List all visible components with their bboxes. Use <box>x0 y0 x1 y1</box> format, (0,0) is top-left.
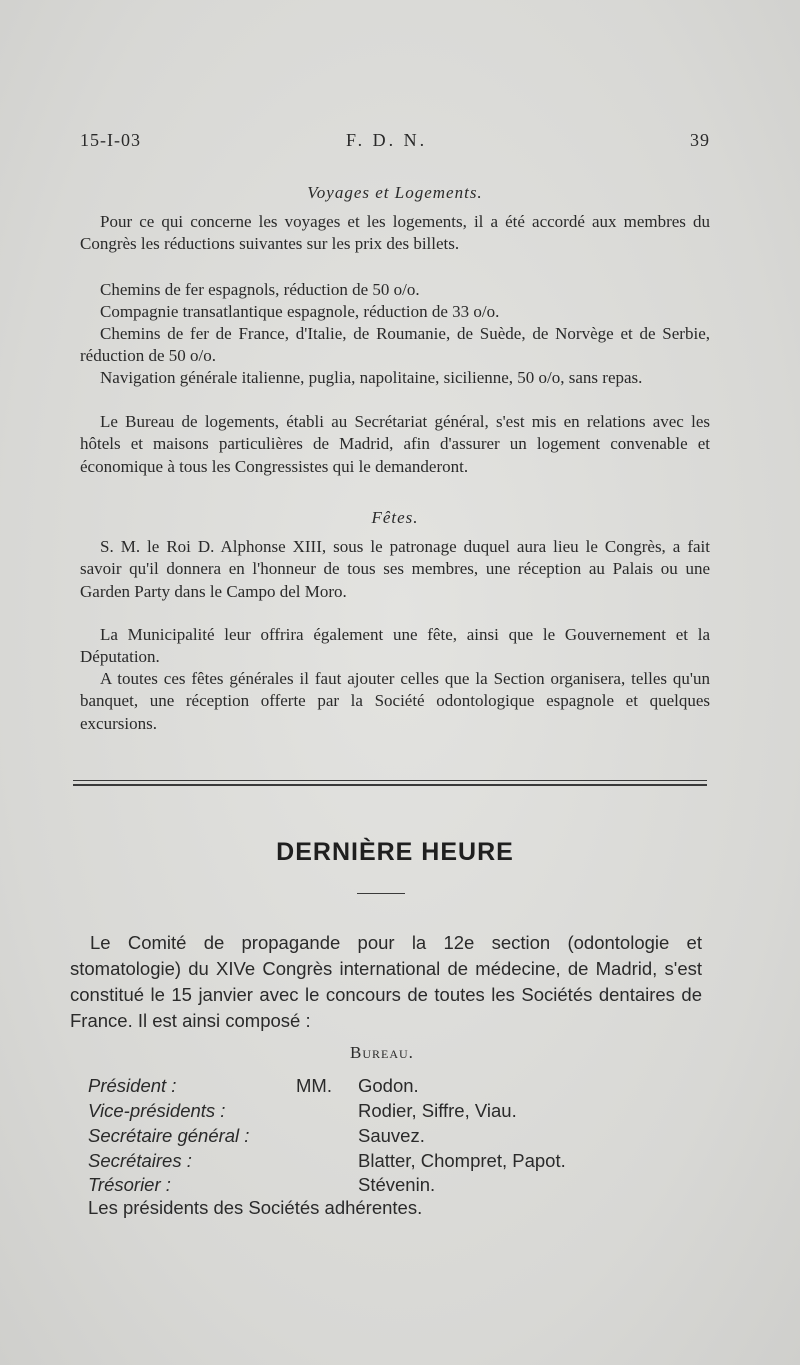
voyages-paragraph: Chemins de fer espagnols, réduction de 50 o/o. <box>100 280 420 299</box>
member-names: Stévenin. <box>358 1174 436 1195</box>
member-prefix: MM. <box>296 1075 332 1096</box>
member-role: Président : <box>88 1075 177 1096</box>
voyages-paragraph: Chemins de fer de France, d'Italie, de Roumanie, de Suède, de Norvège et de Serbie, réduction de 50 o/o. <box>80 324 710 366</box>
member-names: Blatter, Chompret, Papot. <box>358 1150 566 1171</box>
voyages-paragraph: Compagnie transatlantique espagnole, réduction de 33 o/o. <box>100 302 500 321</box>
header-page-number: 39 <box>690 130 710 150</box>
derniere-heure-paragraph: Le Comité de propagande pour la 12e section (odontologie et stomatologie) du XIVe Congrès international de médecine, de Madrid, s'est constitué le 15 janvier avec le concours de toutes les Sociétés dentaires de France. Il est ainsi composé : <box>70 932 702 1031</box>
member-names: Sauvez. <box>358 1125 425 1146</box>
short-divider <box>357 893 405 894</box>
header-date: 15-I-03 <box>80 130 141 150</box>
voyages-title: Voyages et Logements. <box>307 183 483 202</box>
fetes-paragraph: La Municipalité leur offrira également une fête, ainsi que le Gouvernement et la Députation. <box>80 625 710 667</box>
fetes-title: Fêtes. <box>371 508 419 527</box>
closing-line: Les présidents des Sociétés adhérentes. <box>88 1197 423 1218</box>
derniere-heure-title: DERNIÈRE HEURE <box>276 838 514 866</box>
fetes-paragraph: A toutes ces fêtes générales il faut ajouter celles que la Section organisera, telles qu'un banquet, une réception offerte par la Société odontologique espagnole et quelques excursions. <box>80 669 710 733</box>
bureau-member-row <box>88 1100 708 1126</box>
voyages-paragraph: Navigation générale italienne, puglia, napolitaine, sicilienne, 50 o/o, sans repas. <box>100 368 643 387</box>
section-divider <box>73 784 707 786</box>
header-journal: F. D. N. <box>346 130 428 150</box>
section-divider <box>73 780 707 781</box>
bureau-member-row <box>88 1125 708 1151</box>
voyages-paragraph: Pour ce qui concerne les voyages et les logements, il a été accordé aux membres du Congrès les réductions suivantes sur les prix des billets. <box>80 212 710 254</box>
member-names: Godon. <box>358 1075 419 1096</box>
member-role: Secrétaire général : <box>88 1125 250 1146</box>
bureau-member-row <box>88 1075 708 1101</box>
member-role: Secrétaires : <box>88 1150 192 1171</box>
member-role: Vice-présidents : <box>88 1100 226 1121</box>
member-role: Trésorier : <box>88 1174 171 1195</box>
member-names: Rodier, Siffre, Viau. <box>358 1100 517 1121</box>
voyages-paragraph: Le Bureau de logements, établi au Secrétariat général, s'est mis en relations avec les hôtels et maisons particulières de Madrid, afin d'assurer un logement convenable et économique à tous les Congressistes qui le demanderont. <box>80 412 710 476</box>
fetes-paragraph: S. M. le Roi D. Alphonse XIII, sous le patronage duquel aura lieu le Congrès, a fait savoir qu'il donnera en l'honneur de tous ses membres, une réception au Palais ou une Garden Party dans le Campo del Moro. <box>80 537 710 601</box>
page-header <box>80 130 710 154</box>
bureau-member-row <box>88 1150 708 1176</box>
bureau-title: Bureau. <box>350 1043 414 1062</box>
